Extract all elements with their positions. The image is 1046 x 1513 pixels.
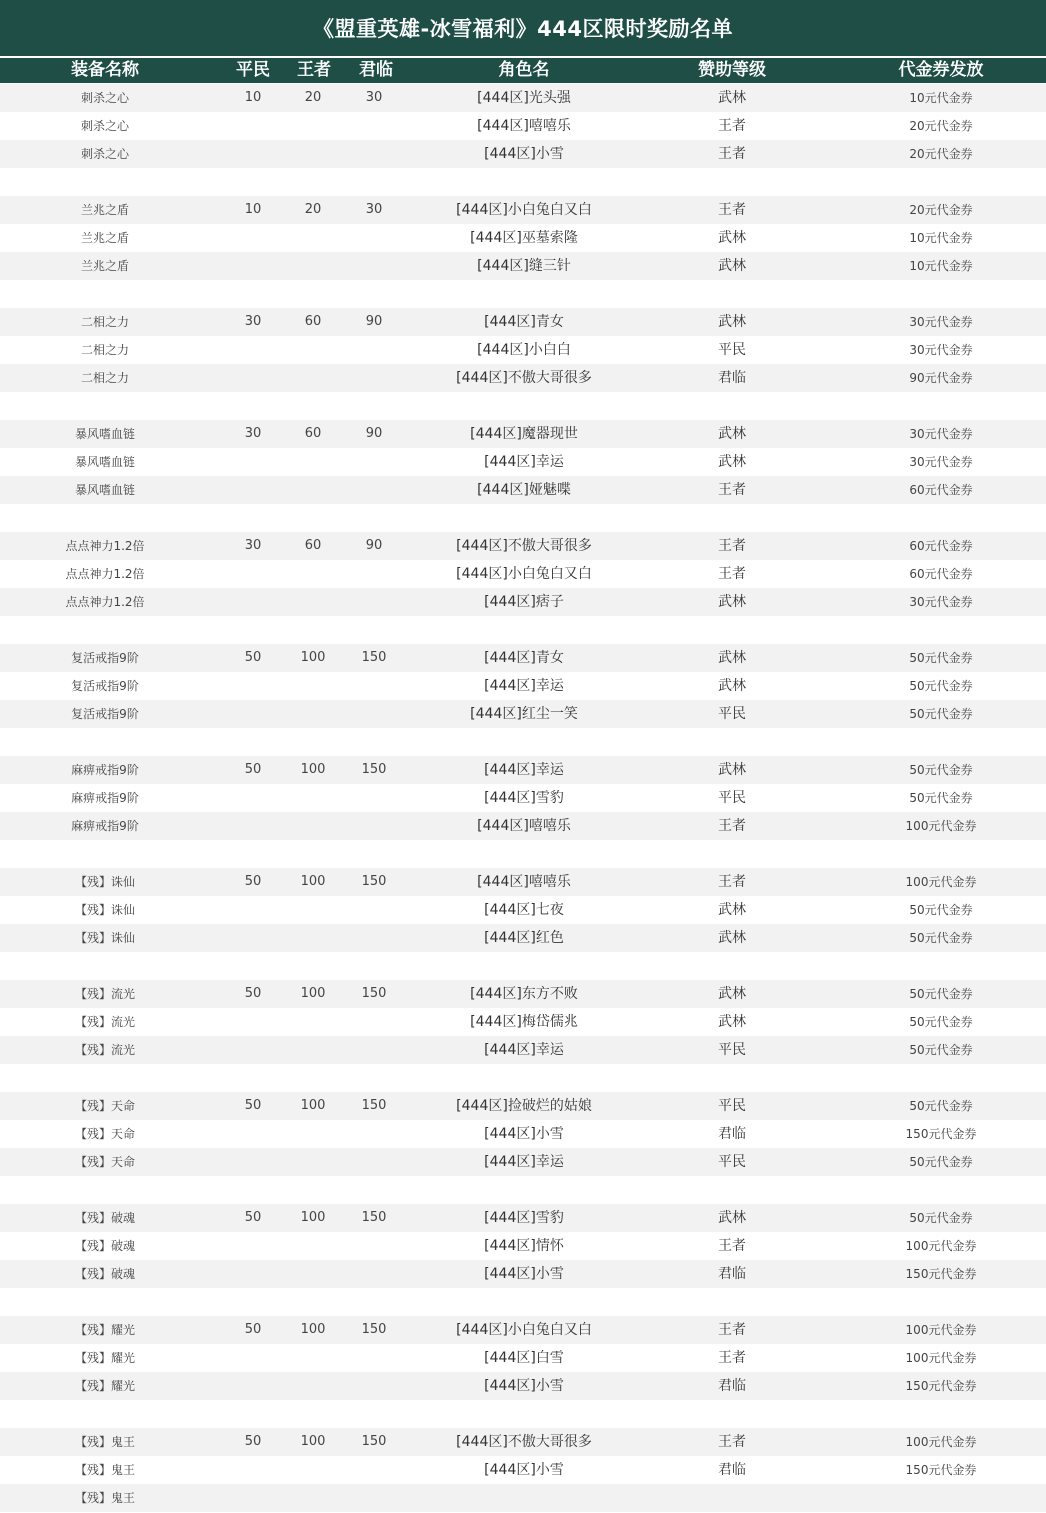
table-row	[0, 980, 1046, 1008]
cell-equip-name: 麻痹戒指9阶	[71, 819, 139, 833]
cell-role-name: [444区]小雪	[484, 146, 564, 162]
cell-sponsor-level: 武林	[718, 650, 746, 666]
group-spacer	[0, 1288, 1046, 1316]
cell-sponsor-level: 平民	[718, 1042, 746, 1058]
table-row	[0, 1316, 1046, 1344]
cell-sponsor-level: 王者	[718, 1238, 746, 1254]
cell-sponsor-level: 武林	[718, 90, 746, 106]
cell-voucher: 50元代金券	[909, 1043, 973, 1057]
table-row	[0, 532, 1046, 560]
cell-equip-name: 【残】流光	[74, 1015, 136, 1029]
cell-voucher: 50元代金券	[909, 931, 973, 945]
cell-equip-name: 【残】流光	[74, 1043, 136, 1057]
cell-role-name: [444区]不傲大哥很多	[456, 538, 592, 554]
cell-wangzhe: 100	[300, 986, 326, 1001]
cell-sponsor-level: 武林	[718, 230, 746, 246]
cell-role-name: [444区]不傲大哥很多	[456, 1434, 592, 1450]
group-spacer	[0, 280, 1046, 308]
cell-wangzhe: 60	[304, 314, 322, 329]
cell-sponsor-level: 王者	[718, 1322, 746, 1338]
header-junlin: 君临	[359, 60, 393, 80]
cell-equip-name: 点点神力1.2倍	[65, 567, 145, 581]
cell-role-name: [444区]小雪	[484, 1378, 564, 1394]
cell-sponsor-level: 王者	[718, 874, 746, 890]
table-row	[0, 1260, 1046, 1288]
cell-equip-name: 点点神力1.2倍	[65, 539, 145, 553]
cell-pingmin: 30	[244, 538, 262, 553]
cell-equip-name: 复活戒指9阶	[71, 679, 139, 693]
group-spacer	[0, 504, 1046, 532]
cell-role-name: [444区]捡破烂的姑娘	[456, 1098, 592, 1114]
table-row	[0, 1008, 1046, 1036]
cell-equip-name: 暴风嗜血链	[74, 455, 136, 469]
cell-equip-name: 【残】天命	[74, 1099, 136, 1113]
cell-voucher: 90元代金券	[909, 371, 973, 385]
cell-sponsor-level: 平民	[718, 1154, 746, 1170]
cell-role-name: [444区]小白兔白又白	[456, 1322, 592, 1338]
cell-voucher: 20元代金券	[909, 147, 973, 161]
table-row	[0, 140, 1046, 168]
table-row	[0, 700, 1046, 728]
cell-sponsor-level: 武林	[718, 258, 746, 274]
cell-equip-name: 【残】鬼王	[74, 1463, 136, 1477]
cell-role-name: [444区]七夜	[484, 902, 564, 918]
cell-equip-name: 【残】鬼王	[74, 1435, 136, 1449]
cell-pingmin: 50	[244, 1210, 262, 1225]
header-pingmin: 平民	[236, 60, 270, 80]
cell-voucher: 50元代金券	[909, 1155, 973, 1169]
cell-role-name: [444区]幸运	[484, 762, 564, 778]
cell-junlin: 90	[365, 314, 383, 329]
cell-equip-name: 二相之力	[80, 371, 130, 385]
cell-role-name: [444区]梅岱儒兆	[470, 1014, 578, 1030]
cell-pingmin: 50	[244, 1322, 262, 1337]
cell-voucher: 60元代金券	[909, 483, 973, 497]
cell-pingmin: 50	[244, 650, 262, 665]
cell-junlin: 30	[365, 202, 383, 217]
cell-sponsor-level: 君临	[718, 1378, 746, 1394]
group-spacer	[0, 1064, 1046, 1092]
table-row	[0, 1036, 1046, 1064]
cell-voucher: 150元代金券	[905, 1267, 977, 1281]
cell-sponsor-level: 平民	[718, 790, 746, 806]
cell-sponsor-level: 平民	[718, 706, 746, 722]
cell-sponsor-level: 君临	[718, 370, 746, 386]
cell-voucher: 50元代金券	[909, 791, 973, 805]
table-row	[0, 1148, 1046, 1176]
cell-voucher: 150元代金券	[905, 1379, 977, 1393]
table-row	[0, 112, 1046, 140]
cell-junlin: 30	[365, 90, 383, 105]
cell-junlin: 150	[361, 874, 387, 889]
cell-pingmin: 10	[244, 202, 262, 217]
cell-sponsor-level: 王者	[718, 146, 746, 162]
group-spacer	[0, 392, 1046, 420]
cell-voucher: 10元代金券	[909, 259, 973, 273]
header-sponsor-level: 赞助等级	[698, 60, 766, 80]
cell-role-name: [444区]巫墓索隆	[470, 230, 578, 246]
cell-voucher: 100元代金券	[905, 1351, 977, 1365]
group-spacer	[0, 952, 1046, 980]
cell-junlin: 150	[361, 762, 387, 777]
cell-sponsor-level: 武林	[718, 1014, 746, 1030]
cell-sponsor-level: 君临	[718, 1462, 746, 1478]
cell-wangzhe: 100	[300, 762, 326, 777]
table-row	[0, 644, 1046, 672]
cell-equip-name: 【残】流光	[74, 987, 136, 1001]
cell-role-name: [444区]小雪	[484, 1266, 564, 1282]
cell-voucher: 30元代金券	[909, 595, 973, 609]
cell-voucher: 50元代金券	[909, 1211, 973, 1225]
table-row	[0, 364, 1046, 392]
cell-pingmin: 50	[244, 762, 262, 777]
cell-junlin: 150	[361, 1210, 387, 1225]
cell-voucher: 50元代金券	[909, 1015, 973, 1029]
cell-equip-name: 刺杀之心	[80, 147, 130, 161]
cell-equip-name: 暴风嗜血链	[74, 483, 136, 497]
table-row	[0, 784, 1046, 812]
cell-voucher: 30元代金券	[909, 427, 973, 441]
cell-role-name: [444区]幸运	[484, 454, 564, 470]
cell-pingmin: 50	[244, 1098, 262, 1113]
cell-wangzhe: 100	[300, 1210, 326, 1225]
table-row	[0, 1232, 1046, 1260]
cell-role-name: [444区]痞子	[484, 594, 564, 610]
cell-sponsor-level: 武林	[718, 314, 746, 330]
table-row	[0, 476, 1046, 504]
cell-role-name: [444区]嘻嘻乐	[477, 818, 571, 834]
cell-role-name: [444区]小白白	[477, 342, 571, 358]
cell-voucher: 50元代金券	[909, 987, 973, 1001]
cell-wangzhe: 100	[300, 650, 326, 665]
cell-sponsor-level: 武林	[718, 454, 746, 470]
table-row	[0, 196, 1046, 224]
cell-role-name: [444区]不傲大哥很多	[456, 370, 592, 386]
cell-wangzhe: 100	[300, 1434, 326, 1449]
cell-wangzhe: 20	[304, 202, 322, 217]
cell-pingmin: 30	[244, 426, 262, 441]
cell-pingmin: 10	[244, 90, 262, 105]
cell-voucher: 50元代金券	[909, 651, 973, 665]
cell-role-name: [444区]小白兔白又白	[456, 566, 592, 582]
cell-equip-name: 麻痹戒指9阶	[71, 763, 139, 777]
reward-table-body	[0, 84, 1046, 1512]
cell-role-name: [444区]小雪	[484, 1462, 564, 1478]
cell-role-name: [444区]白雪	[484, 1350, 564, 1366]
header-voucher: 代金券发放	[898, 60, 984, 80]
cell-junlin: 90	[365, 538, 383, 553]
cell-voucher: 30元代金券	[909, 343, 973, 357]
header-wangzhe: 王者	[297, 60, 331, 80]
cell-sponsor-level: 王者	[718, 482, 746, 498]
group-spacer	[0, 1176, 1046, 1204]
cell-voucher: 100元代金券	[905, 875, 977, 889]
table-row	[0, 1344, 1046, 1372]
cell-wangzhe: 100	[300, 1322, 326, 1337]
cell-voucher: 30元代金券	[909, 455, 973, 469]
header-role-name: 角色名	[498, 60, 550, 80]
cell-equip-name: 兰兆之盾	[80, 259, 130, 273]
cell-equip-name: 【残】诛仙	[74, 931, 136, 945]
table-row	[0, 252, 1046, 280]
cell-pingmin: 30	[244, 314, 262, 329]
cell-equip-name: 点点神力1.2倍	[65, 595, 145, 609]
table-row	[0, 308, 1046, 336]
cell-junlin: 150	[361, 1434, 387, 1449]
table-row	[0, 420, 1046, 448]
cell-equip-name: 【残】耀光	[74, 1379, 136, 1393]
cell-role-name: [444区]魔器现世	[470, 426, 578, 442]
cell-equip-name: 二相之力	[80, 315, 130, 329]
cell-role-name: [444区]情怀	[484, 1238, 564, 1254]
cell-voucher: 50元代金券	[909, 763, 973, 777]
cell-voucher: 150元代金券	[905, 1127, 977, 1141]
group-spacer	[0, 616, 1046, 644]
cell-sponsor-level: 平民	[718, 342, 746, 358]
cell-sponsor-level: 君临	[718, 1126, 746, 1142]
table-header	[0, 58, 1046, 83]
cell-equip-name: 【残】天命	[74, 1155, 136, 1169]
cell-sponsor-level: 武林	[718, 930, 746, 946]
cell-role-name: [444区]幸运	[484, 1042, 564, 1058]
cell-sponsor-level: 武林	[718, 986, 746, 1002]
title-bar	[0, 0, 1046, 56]
cell-role-name: [444区]红尘一笑	[470, 706, 578, 722]
table-row	[0, 1484, 1046, 1512]
group-spacer	[0, 168, 1046, 196]
cell-junlin: 150	[361, 986, 387, 1001]
cell-role-name: [444区]雪豹	[484, 1210, 564, 1226]
cell-equip-name: 暴风嗜血链	[74, 427, 136, 441]
cell-role-name: [444区]小雪	[484, 1126, 564, 1142]
cell-wangzhe: 100	[300, 1098, 326, 1113]
cell-voucher: 50元代金券	[909, 679, 973, 693]
cell-voucher: 10元代金券	[909, 91, 973, 105]
cell-voucher: 20元代金券	[909, 203, 973, 217]
cell-role-name: [444区]光头强	[477, 90, 571, 106]
cell-role-name: [444区]嘻嘻乐	[477, 118, 571, 134]
table-row	[0, 1428, 1046, 1456]
cell-voucher: 50元代金券	[909, 707, 973, 721]
cell-sponsor-level: 王者	[718, 1350, 746, 1366]
table-row	[0, 1120, 1046, 1148]
cell-sponsor-level: 武林	[718, 1210, 746, 1226]
cell-equip-name: 【残】鬼王	[74, 1491, 136, 1505]
cell-sponsor-level: 王者	[718, 118, 746, 134]
cell-sponsor-level: 君临	[718, 1266, 746, 1282]
group-spacer	[0, 728, 1046, 756]
cell-wangzhe: 60	[304, 426, 322, 441]
cell-sponsor-level: 平民	[718, 1098, 746, 1114]
table-row	[0, 1092, 1046, 1120]
table-row	[0, 1372, 1046, 1400]
cell-wangzhe: 60	[304, 538, 322, 553]
cell-voucher: 100元代金券	[905, 1323, 977, 1337]
table-row	[0, 1204, 1046, 1232]
cell-pingmin: 50	[244, 1434, 262, 1449]
cell-wangzhe: 20	[304, 90, 322, 105]
cell-pingmin: 50	[244, 874, 262, 889]
cell-role-name: [444区]幸运	[484, 678, 564, 694]
cell-equip-name: 【残】诛仙	[74, 875, 136, 889]
cell-voucher: 60元代金券	[909, 567, 973, 581]
cell-sponsor-level: 武林	[718, 902, 746, 918]
table-row	[0, 896, 1046, 924]
cell-role-name: [444区]娅魅喋	[477, 482, 571, 498]
cell-sponsor-level: 武林	[718, 678, 746, 694]
cell-voucher: 100元代金券	[905, 819, 977, 833]
table-row	[0, 672, 1046, 700]
cell-equip-name: 【残】诛仙	[74, 903, 136, 917]
cell-equip-name: 复活戒指9阶	[71, 707, 139, 721]
cell-role-name: [444区]缝三针	[477, 258, 571, 274]
cell-sponsor-level: 王者	[718, 202, 746, 218]
table-row	[0, 84, 1046, 112]
cell-sponsor-level: 武林	[718, 426, 746, 442]
cell-voucher: 50元代金券	[909, 1099, 973, 1113]
cell-wangzhe: 100	[300, 874, 326, 889]
cell-equip-name: 复活戒指9阶	[71, 651, 139, 665]
cell-junlin: 150	[361, 650, 387, 665]
table-row	[0, 588, 1046, 616]
cell-equip-name: 【残】耀光	[74, 1351, 136, 1365]
cell-equip-name: 兰兆之盾	[80, 231, 130, 245]
cell-role-name: [444区]东方不败	[470, 986, 578, 1002]
cell-voucher: 100元代金券	[905, 1435, 977, 1449]
cell-junlin: 90	[365, 426, 383, 441]
cell-equip-name: 麻痹戒指9阶	[71, 791, 139, 805]
cell-equip-name: 【残】破魂	[74, 1267, 136, 1281]
cell-sponsor-level: 王者	[718, 538, 746, 554]
cell-sponsor-level: 王者	[718, 566, 746, 582]
cell-sponsor-level: 武林	[718, 762, 746, 778]
cell-voucher: 10元代金券	[909, 231, 973, 245]
cell-role-name: [444区]青女	[484, 650, 564, 666]
cell-equip-name: 【残】天命	[74, 1127, 136, 1141]
cell-equip-name: 【残】破魂	[74, 1211, 136, 1225]
table-row	[0, 560, 1046, 588]
cell-voucher: 100元代金券	[905, 1239, 977, 1253]
header-equip-name: 装备名称	[71, 60, 139, 80]
cell-role-name: [444区]小白兔白又白	[456, 202, 592, 218]
cell-sponsor-level: 王者	[718, 818, 746, 834]
cell-sponsor-level: 武林	[718, 594, 746, 610]
table-row	[0, 1456, 1046, 1484]
group-spacer	[0, 840, 1046, 868]
cell-role-name: [444区]红色	[484, 930, 564, 946]
cell-junlin: 150	[361, 1098, 387, 1113]
cell-role-name: [444区]雪豹	[484, 790, 564, 806]
table-row	[0, 448, 1046, 476]
cell-role-name: [444区]幸运	[484, 1154, 564, 1170]
table-row	[0, 812, 1046, 840]
table-row	[0, 924, 1046, 952]
cell-junlin: 150	[361, 1322, 387, 1337]
cell-role-name: [444区]青女	[484, 314, 564, 330]
cell-voucher: 50元代金券	[909, 903, 973, 917]
table-row	[0, 336, 1046, 364]
page-title: 《盟重英雄-冰雪福利》444区限时奖励名单	[312, 17, 734, 41]
cell-sponsor-level: 王者	[718, 1434, 746, 1450]
cell-role-name: [444区]嘻嘻乐	[477, 874, 571, 890]
cell-equip-name: 兰兆之盾	[80, 203, 130, 217]
cell-equip-name: 【残】耀光	[74, 1323, 136, 1337]
cell-voucher: 60元代金券	[909, 539, 973, 553]
cell-voucher: 20元代金券	[909, 119, 973, 133]
cell-equip-name: 二相之力	[80, 343, 130, 357]
group-spacer	[0, 1400, 1046, 1428]
cell-equip-name: 刺杀之心	[80, 119, 130, 133]
table-row	[0, 868, 1046, 896]
table-row	[0, 756, 1046, 784]
cell-voucher: 30元代金券	[909, 315, 973, 329]
cell-equip-name: 刺杀之心	[80, 91, 130, 105]
cell-pingmin: 50	[244, 986, 262, 1001]
cell-equip-name: 【残】破魂	[74, 1239, 136, 1253]
cell-voucher: 150元代金券	[905, 1463, 977, 1477]
table-row	[0, 224, 1046, 252]
